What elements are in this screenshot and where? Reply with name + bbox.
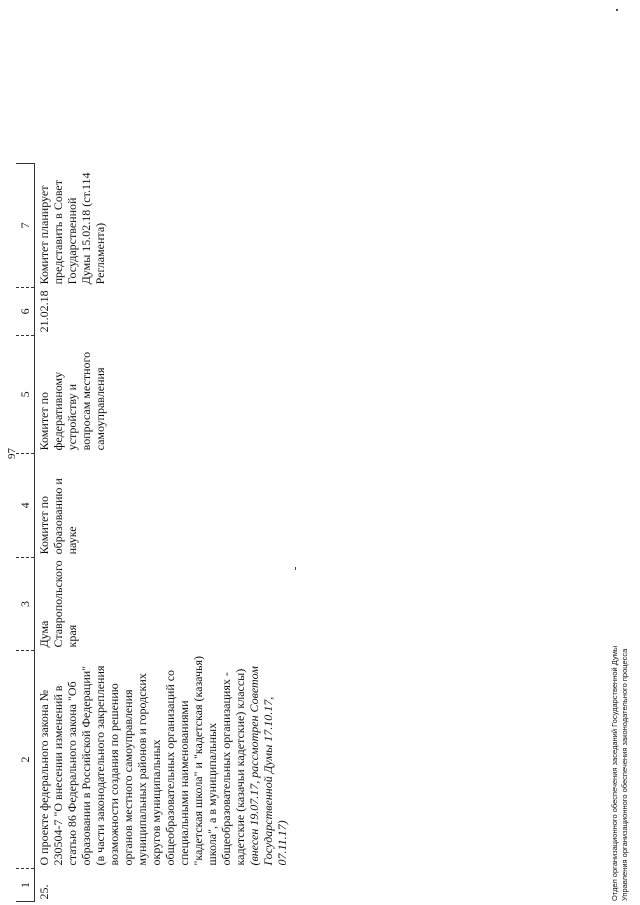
footer-line-2: Управления организационного обеспечения законодательного процесса — [620, 648, 629, 901]
header-row — [16, 163, 35, 901]
bills-table — [16, 163, 289, 902]
column-header-5: 5 — [16, 335, 35, 453]
initiator-cell: Дума Ставропольского края — [37, 560, 79, 648]
stray-mark — [616, 9, 618, 11]
bill-note: (внесен 19.07.17, рассмотрен Советом Государственной Думы 17.10.17, 07.11.17) — [247, 666, 289, 866]
column-header-1: 1 — [16, 869, 35, 902]
footer-line-1: Отдел организационного обеспечения заседаний Государственной Думы — [610, 645, 619, 901]
date-cell: 21.02.18 — [37, 290, 51, 333]
co-committee-cell: Комитет по федеративному устройству и вопросам местного самоуправления — [37, 351, 107, 451]
footer — [610, 646, 630, 901]
bill-description: (в части законодательного закрепления возможности создания по решению органов местного самоуправления муниципальных районов и городских округов муниципальных общеобразовательных организаций со специальными наименованиями "кадетская школа" и "кадетская (казачья) школа", а в муниципальных общеобразовательных организациях - кадетские (казачьи кадетские) классы) — [93, 655, 247, 866]
column-header-7: 7 — [16, 163, 35, 287]
stray-dash — [295, 567, 296, 570]
status-cell: Комитет планирует представить в Совет Государственной Думы 15.02.18 (ст.114 Регламента) — [37, 172, 107, 285]
table-row — [35, 163, 290, 901]
column-header-6: 6 — [16, 287, 35, 335]
column-header-2: 2 — [16, 651, 35, 869]
column-header-3: 3 — [16, 557, 35, 650]
responsible-committee-cell: Комитет по образованию и науке — [37, 478, 79, 555]
column-header-4: 4 — [16, 453, 35, 557]
bill-title: О проекте федерального закона № 230504-7 "О внесении изменений в статью 86 Федерального закона "Об образовании в Российской Федерации" — [37, 665, 93, 866]
page-number: 97 — [6, 448, 18, 459]
row-number: 25. — [37, 884, 51, 900]
bill-cell — [35, 651, 290, 869]
